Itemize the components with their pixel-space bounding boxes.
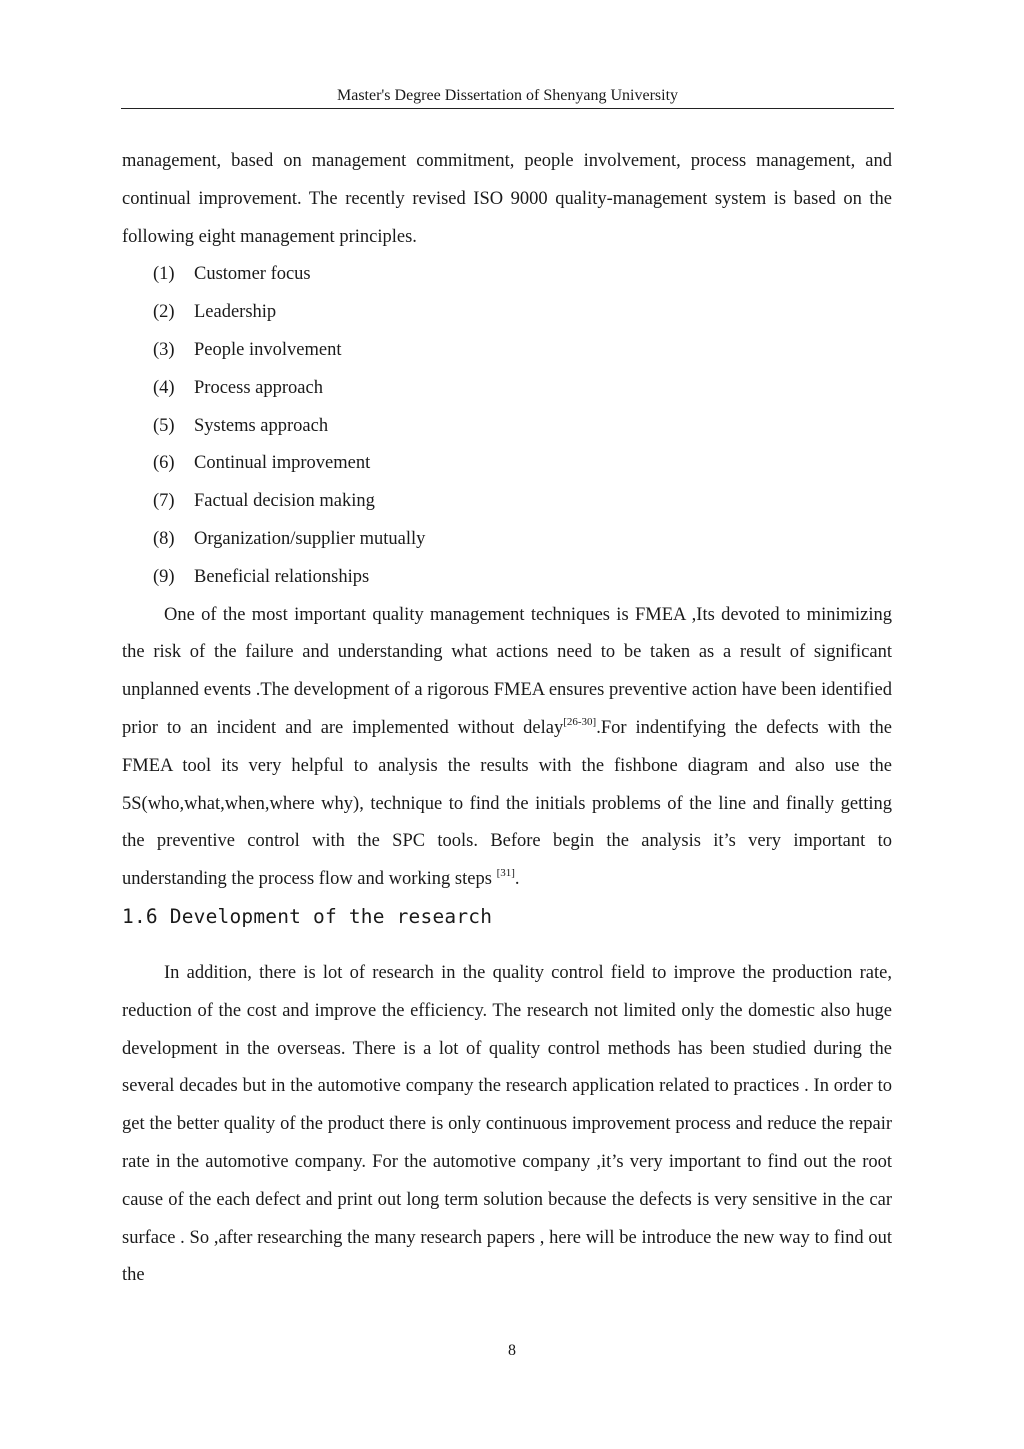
list-item-text: Leadership bbox=[194, 302, 277, 323]
list-item bbox=[122, 445, 892, 483]
list-item-text: Factual decision making bbox=[194, 491, 375, 512]
list-item-number: (2) bbox=[153, 302, 175, 323]
body-text bbox=[122, 143, 892, 1295]
list-item bbox=[122, 408, 892, 446]
list-item-text: People involvement bbox=[194, 339, 342, 360]
list-item bbox=[122, 559, 892, 597]
list-item-text: Organization/supplier mutually bbox=[194, 528, 426, 549]
list-item-number: (3) bbox=[153, 339, 175, 360]
paragraph-fmea bbox=[122, 597, 892, 899]
list-item bbox=[122, 483, 892, 521]
list-item-number: (1) bbox=[153, 264, 175, 285]
page-number: 8 bbox=[508, 1342, 516, 1359]
list-item-number: (7) bbox=[153, 491, 175, 512]
citation-26-30: [26-30] bbox=[563, 715, 597, 728]
list-item-number: (9) bbox=[153, 566, 175, 587]
list-item-text: Systems approach bbox=[194, 415, 329, 436]
list-item bbox=[122, 332, 892, 370]
list-item-text: Customer focus bbox=[194, 264, 311, 285]
paragraph-fmea-text-2: .For indentifying the defects with the FMEA tool its very helpful to analysis the results with the fishbone diagram and also use the 5S(who,what,when,where why), technique to find the initials problems of the line and finally getting the preventive control with the SPC tools. Before begin the analysis it’s very important to understanding the process flow and working steps bbox=[122, 717, 893, 890]
list-item bbox=[122, 256, 892, 294]
list-item-number: (8) bbox=[153, 528, 175, 549]
list-item bbox=[122, 521, 892, 559]
list-item bbox=[122, 370, 892, 408]
header-rule bbox=[121, 108, 894, 109]
list-item bbox=[122, 294, 892, 332]
running-header: Master's Degree Dissertation of Shenyang University bbox=[336, 87, 679, 104]
list-item-number: (6) bbox=[153, 453, 175, 474]
paragraph-fmea-text-1: One of the most important quality management techniques is FMEA ,Its devoted to minimizing the risk of the failure and understanding what actions need to be taken as a result of significant unplanned events .The development of a rigorous FMEA ensures preventive action have been identified prior to an incident and are implemented without delay bbox=[122, 604, 892, 738]
list-item-number: (5) bbox=[153, 415, 175, 436]
list-item-text: Process approach bbox=[194, 377, 323, 398]
list-item-number: (4) bbox=[153, 377, 175, 398]
citation-31: [31] bbox=[496, 867, 515, 880]
paragraph-intro: management, based on management commitment, people involvement, process management, and continual improvement. The recently revised ISO 9000 quality-management system is based on the following eight management principles. bbox=[122, 151, 892, 247]
list-item-text: Beneficial relationships bbox=[194, 566, 370, 587]
principles-list bbox=[122, 256, 892, 596]
paragraph-research: In addition, there is lot of research in the quality control field to improve the production rate, reduction of the cost and improve the efficiency. The research not limited only the domestic also huge development in the overseas. There is a lot of quality control methods has been studied during the several decades but in the automotive company the research application related to practices . In order to get the better quality of the product there is only continuous improvement process and reduce the repair rate in the automotive company. For the automotive company ,it’s very important to find out the root cause of the each defect and print out long term solution because the defects is very sensitive in the car surface . So ,after researching the many research papers , here will be introduce the new way to find out the bbox=[122, 962, 892, 1286]
section-heading: 1.6 Development of the research bbox=[122, 904, 493, 928]
list-item-text: Continual improvement bbox=[194, 453, 371, 474]
paragraph-fmea-text-end: . bbox=[514, 869, 520, 890]
